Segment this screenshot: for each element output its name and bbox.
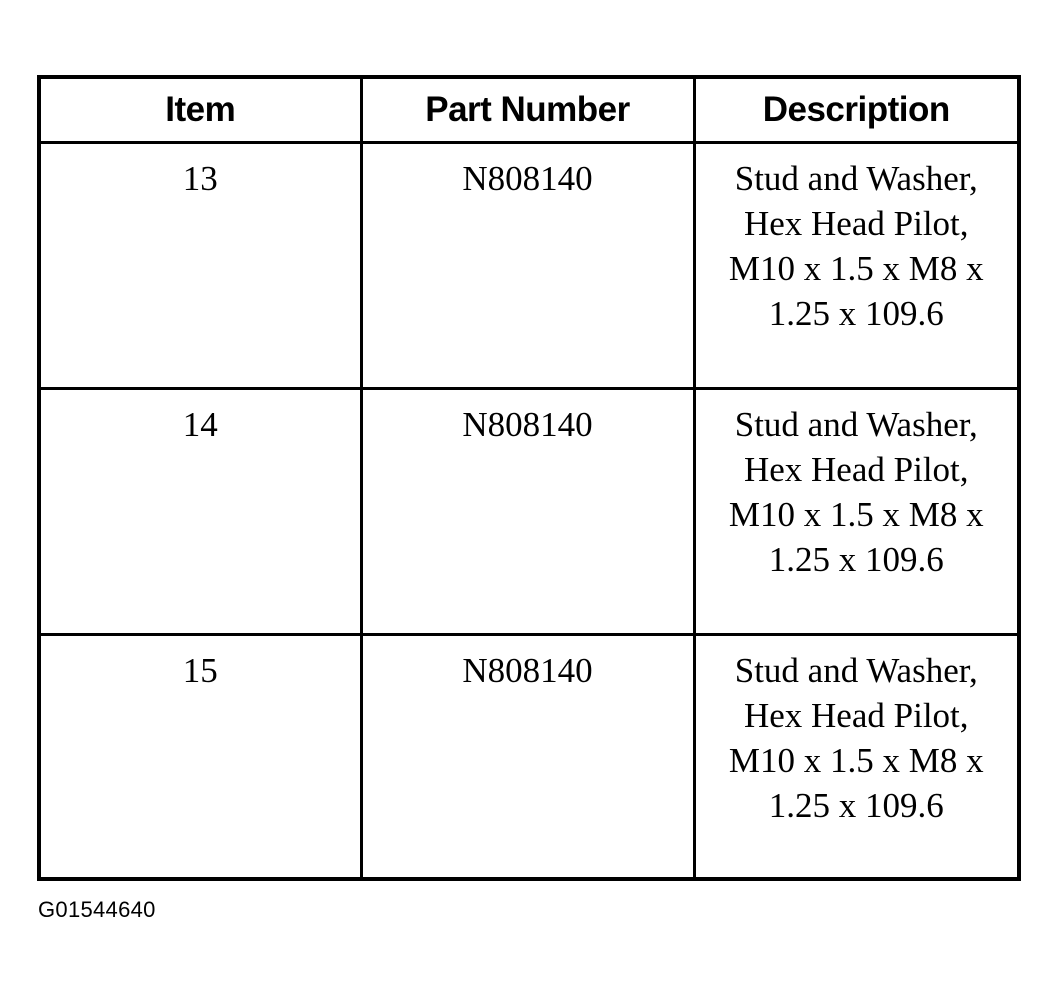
figure-code: G01544640 <box>38 897 156 922</box>
table-row <box>39 635 1019 880</box>
header-part-number: Part Number <box>361 77 694 143</box>
table-row <box>39 143 1019 389</box>
description-cell: Stud and Washer, Hex Head Pilot, M10 x 1.5 x M8 x 1.25 x 109.6 <box>694 635 1019 880</box>
parts-table <box>37 75 1021 881</box>
header-item: Item <box>39 77 361 143</box>
part-number-cell: N808140 <box>361 389 694 635</box>
description-cell: Stud and Washer, Hex Head Pilot, M10 x 1.5 x M8 x 1.25 x 109.6 <box>694 143 1019 389</box>
part-number-cell: N808140 <box>361 635 694 880</box>
item-cell: 13 <box>39 143 361 389</box>
header-description: Description <box>694 77 1019 143</box>
item-cell: 15 <box>39 635 361 880</box>
description-cell: Stud and Washer, Hex Head Pilot, M10 x 1.5 x M8 x 1.25 x 109.6 <box>694 389 1019 635</box>
part-number-cell: N808140 <box>361 143 694 389</box>
header-row <box>39 77 1019 143</box>
table-row <box>39 389 1019 635</box>
item-cell: 14 <box>39 389 361 635</box>
